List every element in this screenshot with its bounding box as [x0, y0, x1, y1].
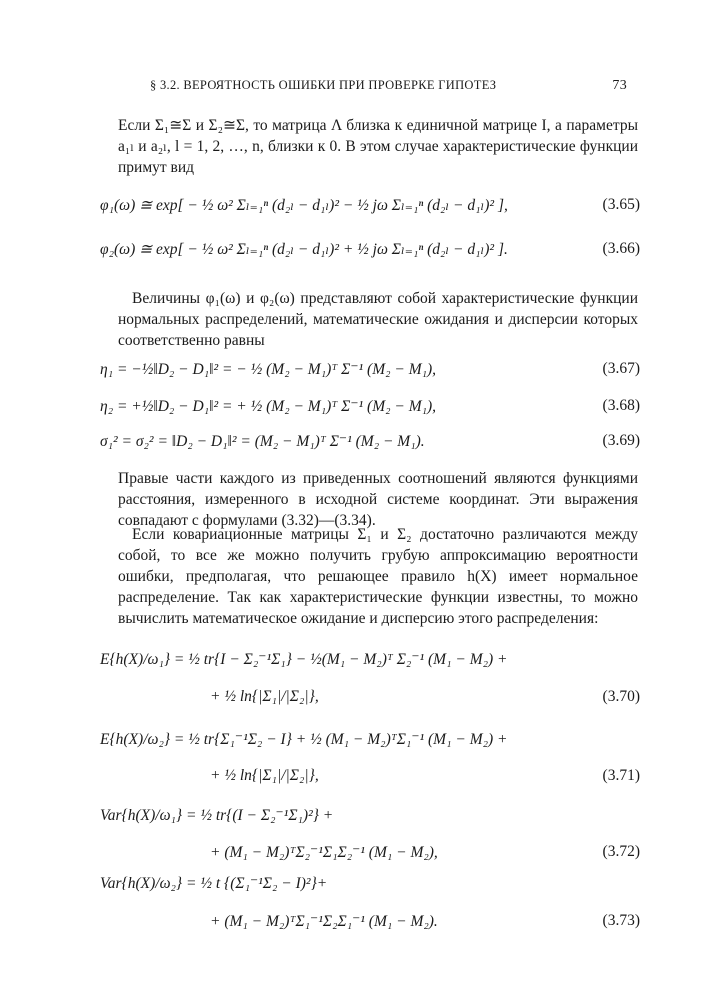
equation-3-71-line2 — [100, 767, 640, 795]
equation-number: (3.65) — [602, 196, 640, 213]
equation-3-72-line1 — [100, 806, 640, 834]
equation-3-65 — [100, 196, 640, 224]
equation-number: (3.67) — [602, 360, 640, 377]
equation-body: + (M₁ − M₂)ᵀΣ₂⁻¹Σ₁Σ₂⁻¹ (M₁ − M₂), — [210, 844, 438, 861]
equation-body: Var{h(X)/ω₁} = ½ tr{(I − Σ₂⁻¹Σ₁)²} + — [100, 807, 334, 824]
section-title: § 3.2. ВЕРОЯТНОСТЬ ОШИБКИ ПРИ ПРОВЕРКЕ ГИПОТЕЗ — [150, 78, 497, 92]
equation-3-70-line1 — [100, 650, 640, 678]
equation-3-69 — [100, 432, 640, 460]
equation-body: φ₁(ω) ≅ exp[ − ½ ω² Σₗ₌₁ⁿ (d₂ₗ − d₁ₗ)² − ½ jω Σₗ₌₁ⁿ (d₂ₗ − d₁ₗ)² ], — [100, 197, 508, 214]
equation-number: (3.69) — [602, 432, 640, 449]
equation-number: (3.70) — [602, 688, 640, 705]
equation-3-67 — [100, 360, 640, 388]
equation-number: (3.71) — [602, 767, 640, 784]
paragraph-3: Правые части каждого из приведенных соотношений являются функциями расстояния, измеренного в исходной системе координат. Эти выражения совпадают с формулами (3.32)—(3.34). — [118, 470, 638, 529]
equation-3-68 — [100, 397, 640, 425]
equation-body: + (M₁ − M₂)ᵀΣ₁⁻¹Σ₂Σ₁⁻¹ (M₁ − M₂). — [210, 913, 438, 930]
equation-number: (3.72) — [602, 843, 640, 860]
equation-body: η₂ = +½‖D₂ − D₁‖² = + ½ (M₂ − M₁)ᵀ Σ⁻¹ (M₂ − M₁), — [100, 398, 437, 415]
equation-body: σ₁² = σ₂² = ‖D₂ − D₁‖² = (M₂ − M₁)ᵀ Σ⁻¹ (M₂ − M₁). — [100, 433, 425, 450]
equation-3-72-line2 — [100, 843, 640, 871]
equation-number: (3.68) — [602, 397, 640, 414]
page-number: 73 — [612, 78, 627, 93]
equation-3-71-line1 — [100, 730, 640, 758]
equation-body: E{h(X)/ω₁} = ½ tr{I − Σ₂⁻¹Σ₁} − ½(M₁ − M₂)ᵀ Σ₂⁻¹ (M₁ − M₂) + — [100, 651, 508, 668]
equation-3-70-line2 — [100, 688, 640, 716]
equation-number: (3.66) — [602, 240, 640, 257]
equation-body: + ½ ln{|Σ₁|/|Σ₂|}, — [210, 767, 319, 784]
equation-body: η₁ = −½‖D₂ − D₁‖² = − ½ (M₂ − M₁)ᵀ Σ⁻¹ (M₂ − M₁), — [100, 361, 437, 378]
paragraph-2: Величины φ₁(ω) и φ₂(ω) представляют собой характеристические функции нормальных распределений, математические ожидания и дисперсии которых соответственно равны — [118, 290, 638, 349]
equation-3-73-line1 — [100, 874, 640, 902]
paragraph-1: Если Σ₁≅Σ и Σ₂≅Σ, то матрица Λ близка к единичной матрице I, а параметры a₁ₗ и a₂ₗ, l = 1, 2, …, n, близки к 0. В этом случае характеристические функции примут вид — [118, 117, 638, 176]
equation-3-73-line2 — [100, 912, 640, 940]
paragraph-4: Если ковариационные матрицы Σ₁ и Σ₂ достаточно различаются между собой, то все же можно получить грубую аппроксимацию вероятности ошибки, предполагая, что решающее правило h(X) имеет нормальное распределение. Так как характеристические функции известны, то можно вычислить математическое ожидание и дисперсию этого распределения: — [118, 526, 638, 627]
equation-3-66 — [100, 240, 640, 268]
equation-body: E{h(X)/ω₂} = ½ tr{Σ₁⁻¹Σ₂ − I} + ½ (M₁ − M₂)ᵀΣ₁⁻¹ (M₁ − M₂) + — [100, 731, 508, 748]
running-header — [150, 78, 627, 93]
equation-body: φ₂(ω) ≅ exp[ − ½ ω² Σₗ₌₁ⁿ (d₂ₗ − d₁ₗ)² + ½ jω Σₗ₌₁ⁿ (d₂ₗ − d₁ₗ)² ]. — [100, 241, 508, 258]
equation-body: Var{h(X)/ω₂} = ½ t {(Σ₁⁻¹Σ₂ − I)²}+ — [100, 875, 328, 892]
equation-body: + ½ ln{|Σ₁|/|Σ₂|}, — [210, 688, 319, 705]
equation-number: (3.73) — [602, 912, 640, 929]
